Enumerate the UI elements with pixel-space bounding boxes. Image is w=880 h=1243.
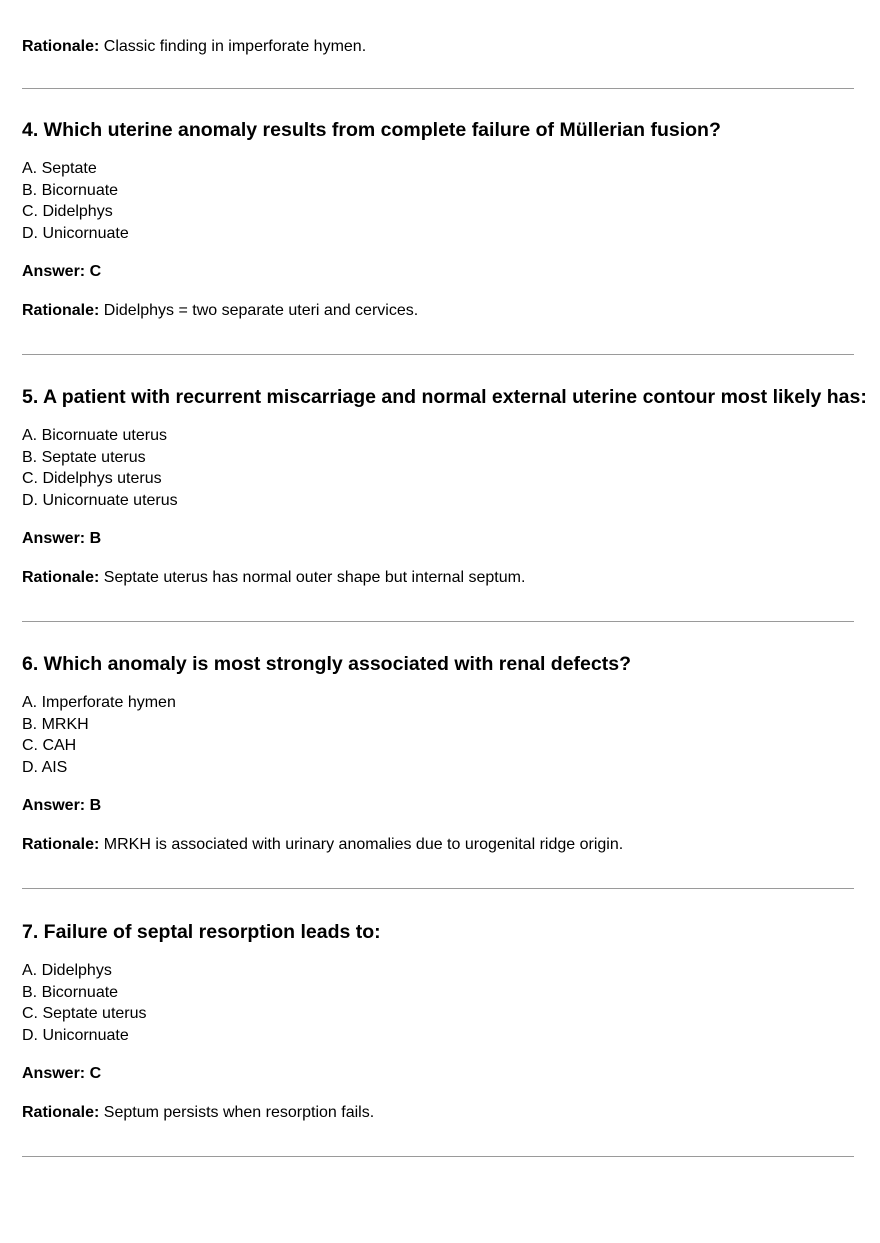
section-divider <box>22 88 854 89</box>
question-text: 4. Which uterine anomaly results from complete failure of Müllerian fusion? <box>22 119 721 141</box>
option-c: C. Didelphys uterus <box>22 470 162 487</box>
rationale-label: Rationale: <box>22 38 100 55</box>
rationale-text: MRKH is associated with urinary anomalies due to urogenital ridge origin. <box>103 836 624 853</box>
question-text: 7. Failure of septal resorption leads to: <box>22 921 381 943</box>
section-divider <box>22 888 854 889</box>
rationale-text: Septum persists when resorption fails. <box>103 1104 375 1121</box>
answer-value: B <box>89 530 102 547</box>
answer-label: Answer: <box>22 263 86 280</box>
rationale-text: Septate uterus has normal outer shape but internal septum. <box>103 569 526 586</box>
option-d: D. AIS <box>22 758 68 776</box>
rationale-line <box>22 1103 374 1123</box>
answer-value: C <box>89 1065 102 1082</box>
rationale-label: Rationale: <box>22 302 100 319</box>
options-list <box>22 692 176 778</box>
answer-value: B <box>89 797 102 814</box>
rationale-text: Classic finding in imperforate hymen. <box>103 38 367 55</box>
options-list <box>22 158 129 244</box>
rationale-line <box>22 835 623 855</box>
section-divider <box>22 1156 854 1157</box>
option-b: B. Septate uterus <box>22 448 146 466</box>
option-d: D. Unicornuate <box>22 1026 129 1044</box>
answer-value: C <box>89 263 102 280</box>
rationale-label: Rationale: <box>22 1104 100 1121</box>
option-a: A. Septate <box>22 160 97 177</box>
rationale-text: Didelphys = two separate uteri and cervices. <box>103 302 419 319</box>
option-c: C. Septate uterus <box>22 1005 147 1022</box>
rationale-line <box>22 301 418 321</box>
options-list <box>22 960 147 1046</box>
question-text: 5. A patient with recurrent miscarriage and normal external uterine contour most likely has: <box>22 386 867 408</box>
option-b: B. Bicornuate <box>22 983 119 1001</box>
question-text: 6. Which anomaly is most strongly associated with renal defects? <box>22 653 631 675</box>
option-d: D. Unicornuate uterus <box>22 491 178 509</box>
section-divider <box>22 621 854 622</box>
answer-line <box>22 796 101 816</box>
option-b: B. Bicornuate <box>22 181 119 199</box>
option-a: A. Didelphys <box>22 962 112 979</box>
option-c: C. Didelphys <box>22 203 113 220</box>
rationale-label: Rationale: <box>22 836 100 853</box>
option-d: D. Unicornuate <box>22 224 129 242</box>
rationale-line <box>22 568 525 588</box>
answer-line <box>22 262 101 282</box>
rationale-q3 <box>22 37 366 57</box>
answer-label: Answer: <box>22 530 86 547</box>
section-divider <box>22 354 854 355</box>
answer-label: Answer: <box>22 797 86 814</box>
answer-label: Answer: <box>22 1065 86 1082</box>
rationale-label: Rationale: <box>22 569 100 586</box>
option-a: A. Imperforate hymen <box>22 694 176 711</box>
answer-line <box>22 529 101 549</box>
option-a: A. Bicornuate uterus <box>22 427 167 444</box>
option-c: C. CAH <box>22 737 77 754</box>
option-b: B. MRKH <box>22 715 89 733</box>
answer-line <box>22 1064 101 1084</box>
options-list <box>22 425 178 511</box>
